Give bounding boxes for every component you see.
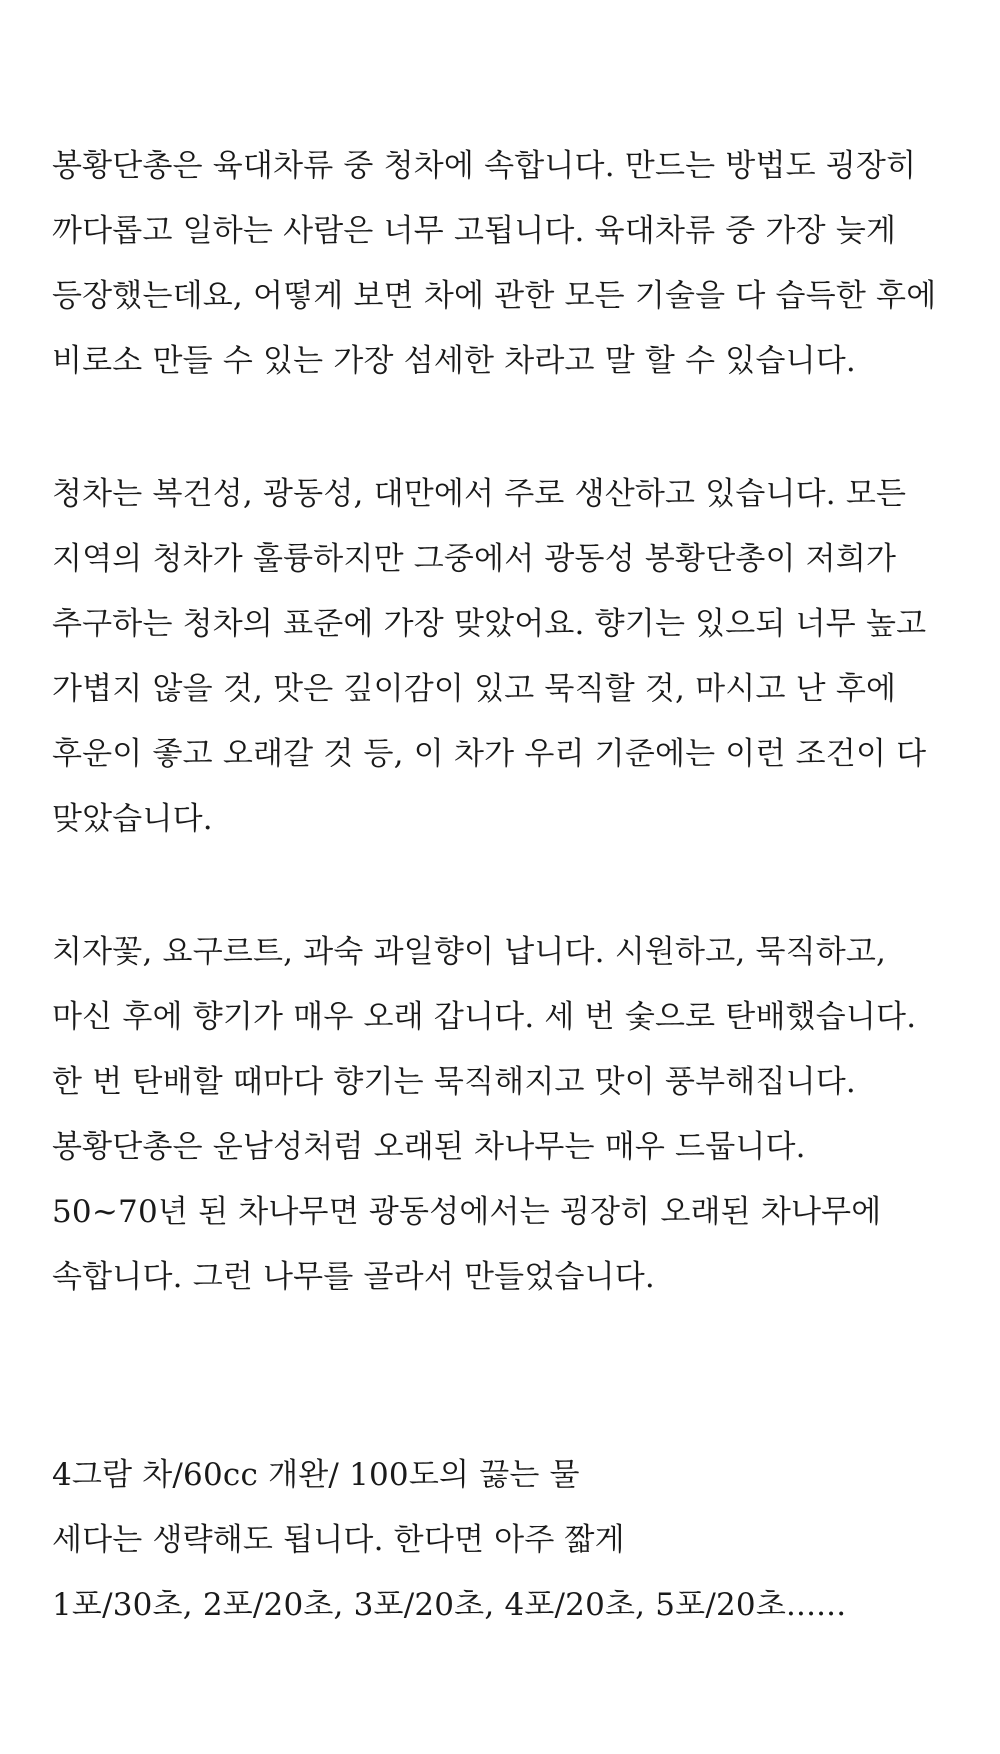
paragraph-2-line-3: 추구하는 청차의 표준에 가장 맞았어요. 향기는 있으되 너무 높고 [52, 606, 927, 642]
paragraph-3-line-1: 치자꽃, 요구르트, 과숙 과일향이 납니다. 시원하고, 묵직하고, [52, 934, 887, 970]
paragraph-3-line-5: 50~70년 된 차나무면 광동성에서는 굉장히 오래된 차나무에 [52, 1194, 882, 1230]
brewing-line-3: 1포/30초, 2포/20초, 3포/20초, 4포/20초, 5포/20초...... [52, 1587, 847, 1623]
brewing-line-1: 4그람 차/60cc 개완/ 100도의 끓는 물 [52, 1457, 580, 1493]
paragraph-2-line-6: 맞았습니다. [52, 801, 213, 837]
paragraph-1-line-3: 등장했는데요, 어떻게 보면 차에 관한 모든 기술을 다 습득한 후에 [52, 278, 937, 314]
paragraph-2-line-5: 후운이 좋고 오래갈 것 등, 이 차가 우리 기준에는 이런 조건이 다 [52, 736, 927, 772]
paragraph-2-line-2: 지역의 청차가 훌륭하지만 그중에서 광동성 봉황단총이 저희가 [52, 541, 897, 577]
brewing-line-2: 세다는 생략해도 됩니다. 한다면 아주 짧게 [52, 1522, 625, 1558]
paragraph-3-line-2: 마신 후에 향기가 매우 오래 갑니다. 세 번 숯으로 탄배했습니다. [52, 999, 917, 1035]
paragraph-3-line-6: 속합니다. 그런 나무를 골라서 만들었습니다. [52, 1259, 655, 1295]
paragraph-3-line-4: 봉황단총은 운남성처럼 오래된 차나무는 매우 드뭅니다. [52, 1129, 806, 1165]
paragraph-2-line-1: 청차는 복건성, 광동성, 대만에서 주로 생산하고 있습니다. 모든 [52, 476, 907, 512]
paragraph-3-line-3: 한 번 탄배할 때마다 향기는 묵직해지고 맛이 풍부해집니다. [52, 1064, 856, 1100]
paragraph-2-line-4: 가볍지 않을 것, 맛은 깊이감이 있고 묵직할 것, 마시고 난 후에 [52, 671, 897, 707]
paragraph-1-line-4: 비로소 만들 수 있는 가장 섬세한 차라고 말 할 수 있습니다. [52, 343, 856, 379]
paragraph-1-line-1: 봉황단총은 육대차류 중 청차에 속합니다. 만드는 방법도 굉장히 [52, 148, 917, 184]
paragraph-1-line-2: 까다롭고 일하는 사람은 너무 고됩니다. 육대차류 중 가장 늦게 [52, 213, 897, 249]
